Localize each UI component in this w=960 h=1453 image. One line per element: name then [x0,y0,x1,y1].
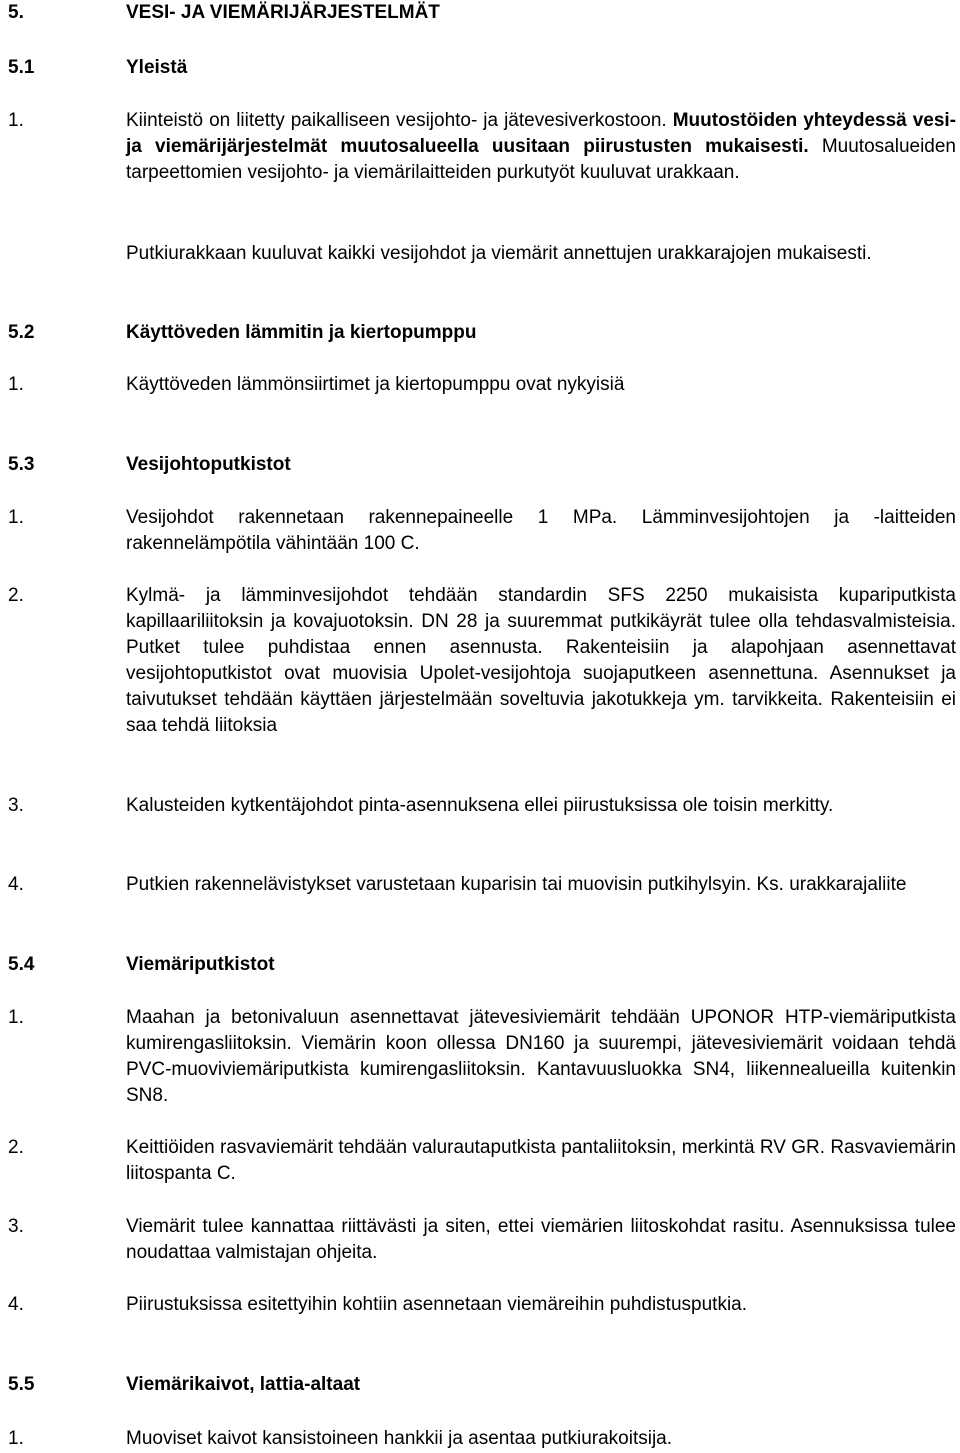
section-5-3-heading [8,452,956,478]
section-5-1-note [8,241,956,267]
item-text: Maahan ja betonivaluun asennettavat jätevesiviemärit tehdään UPONOR HTP-viemäriputkista kumirengasliitoksin. Viemärin koon ollessa DN160 ja suurempi, jätevesiviemärit voidaan tehdä PVC-muoviviemäriputkista kumirengasliitoksin. Kantavuusluokka SN4, liikennealueilla kuitenkin SN8. [126,1007,956,1106]
section-title: Käyttöveden lämmitin ja kiertopumppu [126,322,477,343]
item-number: 2. [8,585,24,606]
section-5-3-item-4 [8,872,956,898]
item-text: Muoviset kaivot kansistoineen hankkii ja asentaa putkiurakoitsija. [126,1428,673,1449]
item-text: Vesijohdot rakennetaan rakennepaineelle 1 MPa. Lämminvesijohtojen ja -laitteiden rakennelämpötila vähintään 100 C. [126,507,956,554]
item-text: Piirustuksissa esitettyihin kohtiin asennetaan viemäreihin puhdistusputkia. [126,1294,748,1315]
item-number: 1. [8,374,24,395]
item-text: Viemärit tulee kannattaa riittävästi ja siten, ettei viemärien liitoskohdat rasitu. Asennuksissa tulee noudattaa valmistajan ohjeita. [126,1216,956,1263]
note-text: Putkiurakkaan kuuluvat kaikki vesijohdot ja viemärit annettujen urakkarajojen mukaisesti. [126,243,872,264]
section-number: 5. [8,2,24,23]
item-text: Kiinteistö on liitetty paikalliseen vesijohto- ja jätevesiverkostoon. Muutostöiden yhteydessä vesi- ja viemärijärjestelmät muutosalueella uusitaan piirustusten mukaisesti. Muutosalueiden tarpeettomien vesijohto- ja viemärilaitteiden purkutyöt kuuluvat urakkaan. [126,110,957,183]
section-5-2-heading [8,320,956,346]
item-number: 1. [8,1007,24,1028]
item-number: 4. [8,874,24,895]
section-5-2-item-1 [8,372,956,398]
section-5-3-item-1 [8,505,956,557]
section-title: Yleistä [126,57,188,78]
item-text: Kalusteiden kytkentäjohdot pinta-asennuksena ellei piirustuksissa ole toisin merkitty. [126,795,834,816]
item-text: Käyttöveden lämmönsiirtimet ja kiertopumppu ovat nykyisiä [126,374,625,395]
section-title: Vesijohtoputkistot [126,454,291,475]
item-text: Putkien rakennelävistykset varustetaan kuparisin tai muovisin putkihylsyin. Ks. urakkarajaliite [126,874,907,895]
section-5-5-heading [8,1372,956,1398]
section-title: VESI- JA VIEMÄRIJÄRJESTELMÄT [126,2,440,23]
item-number: 3. [8,795,24,816]
section-5-heading [8,0,956,26]
section-number: 5.2 [8,322,35,343]
section-5-1-heading [8,55,956,81]
section-5-4-item-2 [8,1135,956,1187]
section-title: Viemärikaivot, lattia-altaat [126,1374,361,1395]
item-number: 2. [8,1137,24,1158]
section-5-4-item-3 [8,1214,956,1266]
section-title: Viemäriputkistot [126,954,275,975]
section-number: 5.5 [8,1374,35,1395]
section-5-5-item-1 [8,1426,956,1452]
section-number: 5.1 [8,57,35,78]
item-text: Kylmä- ja lämminvesijohdot tehdään standardin SFS 2250 mukaisista kupariputkista kapillaariliitoksin ja kovajuotoksin. DN 28 ja suuremmat putkikäyrät tulee olla tehdasvalmisteisia. Putket tulee puhdistaa ennen asennusta. Rakenteisiin ja alapohjaan asennettavat vesijohtoputkistot ovat muovisia Upolet-vesijohtoja suojaputkeen asennettuna. Asennukset ja taivutukset tehdään käyttäen järjestelmään soveltuvia jakotukkeja ym. tarvikkeita. Rakenteisiin ei saa tehdä liitoksia [126,585,956,736]
item-text: Keittiöiden rasvaviemärit tehdään valurautaputkista pantaliitoksin, merkintä RV GR. Rasvaviemärin liitospanta C. [126,1137,956,1184]
section-5-3-item-2 [8,583,956,739]
section-5-4-heading [8,952,956,978]
item-number: 4. [8,1294,24,1315]
item-number: 3. [8,1216,24,1237]
section-number: 5.3 [8,454,35,475]
item-number: 1. [8,1428,24,1449]
section-5-4-item-1 [8,1005,956,1109]
section-5-4-item-4 [8,1292,956,1318]
item-number: 1. [8,110,24,131]
section-5-3-item-3 [8,793,956,819]
item-number: 1. [8,507,24,528]
section-number: 5.4 [8,954,35,975]
section-5-1-item-1 [8,108,956,186]
